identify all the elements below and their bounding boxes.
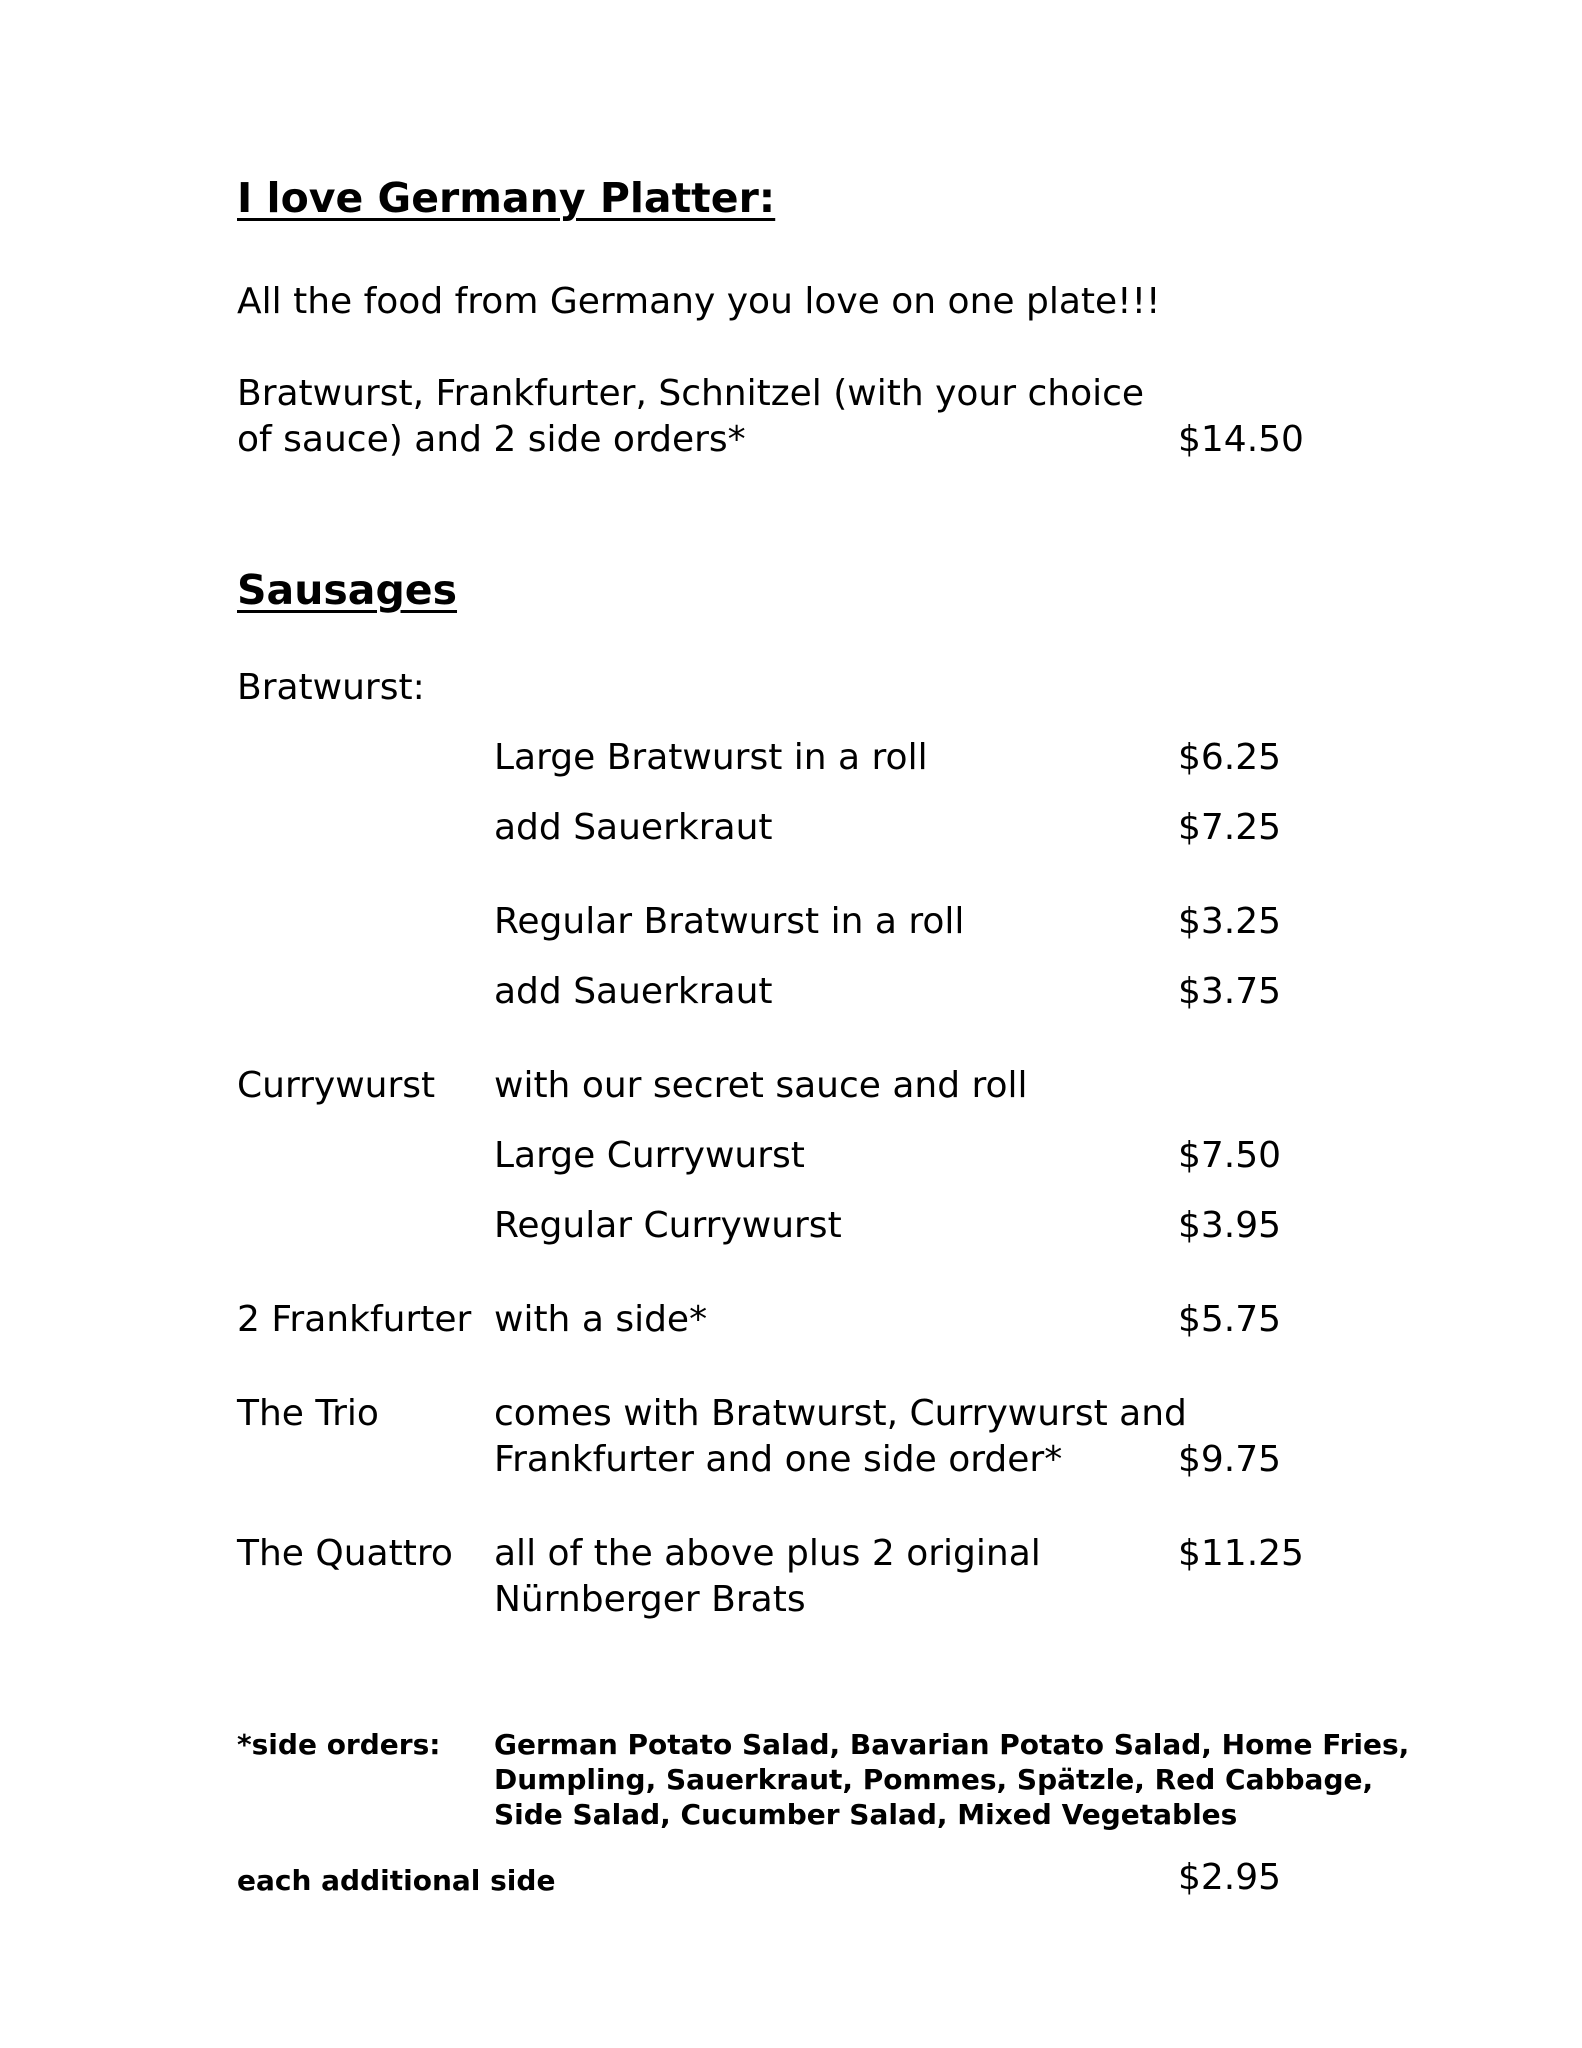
currywurst-description: with our secret sauce and roll bbox=[494, 1065, 1028, 1106]
menu-item-name: Large Bratwurst in a roll bbox=[494, 737, 928, 778]
trio-label: The Trio bbox=[237, 1393, 379, 1434]
menu-item-name: add Sauerkraut bbox=[494, 807, 773, 848]
menu-item-price: $6.25 bbox=[1178, 737, 1282, 778]
trio-description-line2: Frankfurter and one side order* bbox=[494, 1439, 1063, 1480]
platter-tagline: All the food from Germany you love on one plate!!! bbox=[237, 281, 1161, 322]
bratwurst-label: Bratwurst: bbox=[237, 667, 425, 708]
menu-item-name: Large Currywurst bbox=[494, 1135, 805, 1176]
platter-heading: I love Germany Platter: bbox=[237, 174, 776, 222]
frankfurter-price: $5.75 bbox=[1178, 1299, 1282, 1340]
menu-item-name: Regular Currywurst bbox=[494, 1205, 842, 1246]
menu-item-name: add Sauerkraut bbox=[494, 971, 773, 1012]
frankfurter-label: 2 Frankfurter bbox=[237, 1299, 472, 1340]
side-orders-line1: German Potato Salad, Bavarian Potato Salad, Home Fries, bbox=[494, 1728, 1410, 1761]
quattro-label: The Quattro bbox=[237, 1533, 453, 1574]
additional-side-label: each additional side bbox=[237, 1864, 556, 1897]
trio-price: $9.75 bbox=[1178, 1439, 1282, 1480]
sausages-heading: Sausages bbox=[237, 566, 458, 614]
quattro-description-line1: all of the above plus 2 original bbox=[494, 1533, 1041, 1574]
platter-description-line2: of sauce) and 2 side orders* bbox=[237, 419, 746, 460]
frankfurter-description: with a side* bbox=[494, 1299, 708, 1340]
menu-item-price: $7.25 bbox=[1178, 807, 1282, 848]
trio-description-line1: comes with Bratwurst, Currywurst and bbox=[494, 1393, 1187, 1434]
quattro-price: $11.25 bbox=[1178, 1533, 1304, 1574]
currywurst-label: Currywurst bbox=[237, 1065, 436, 1106]
side-orders-line2: Dumpling, Sauerkraut, Pommes, Spätzle, Red Cabbage, bbox=[494, 1763, 1374, 1796]
menu-item-price: $7.50 bbox=[1178, 1135, 1282, 1176]
menu-item-price: $3.25 bbox=[1178, 901, 1282, 942]
additional-side-price: $2.95 bbox=[1178, 1857, 1282, 1898]
side-orders-line3: Side Salad, Cucumber Salad, Mixed Vegetables bbox=[494, 1798, 1238, 1831]
menu-item-price: $3.75 bbox=[1178, 971, 1282, 1012]
platter-price: $14.50 bbox=[1178, 419, 1304, 460]
side-orders-label: *side orders: bbox=[237, 1728, 441, 1761]
menu-item-name: Regular Bratwurst in a roll bbox=[494, 901, 965, 942]
platter-description-line1: Bratwurst, Frankfurter, Schnitzel (with your choice bbox=[237, 373, 1145, 414]
menu-item-price: $3.95 bbox=[1178, 1205, 1282, 1246]
quattro-description-line2: Nürnberger Brats bbox=[494, 1579, 806, 1620]
